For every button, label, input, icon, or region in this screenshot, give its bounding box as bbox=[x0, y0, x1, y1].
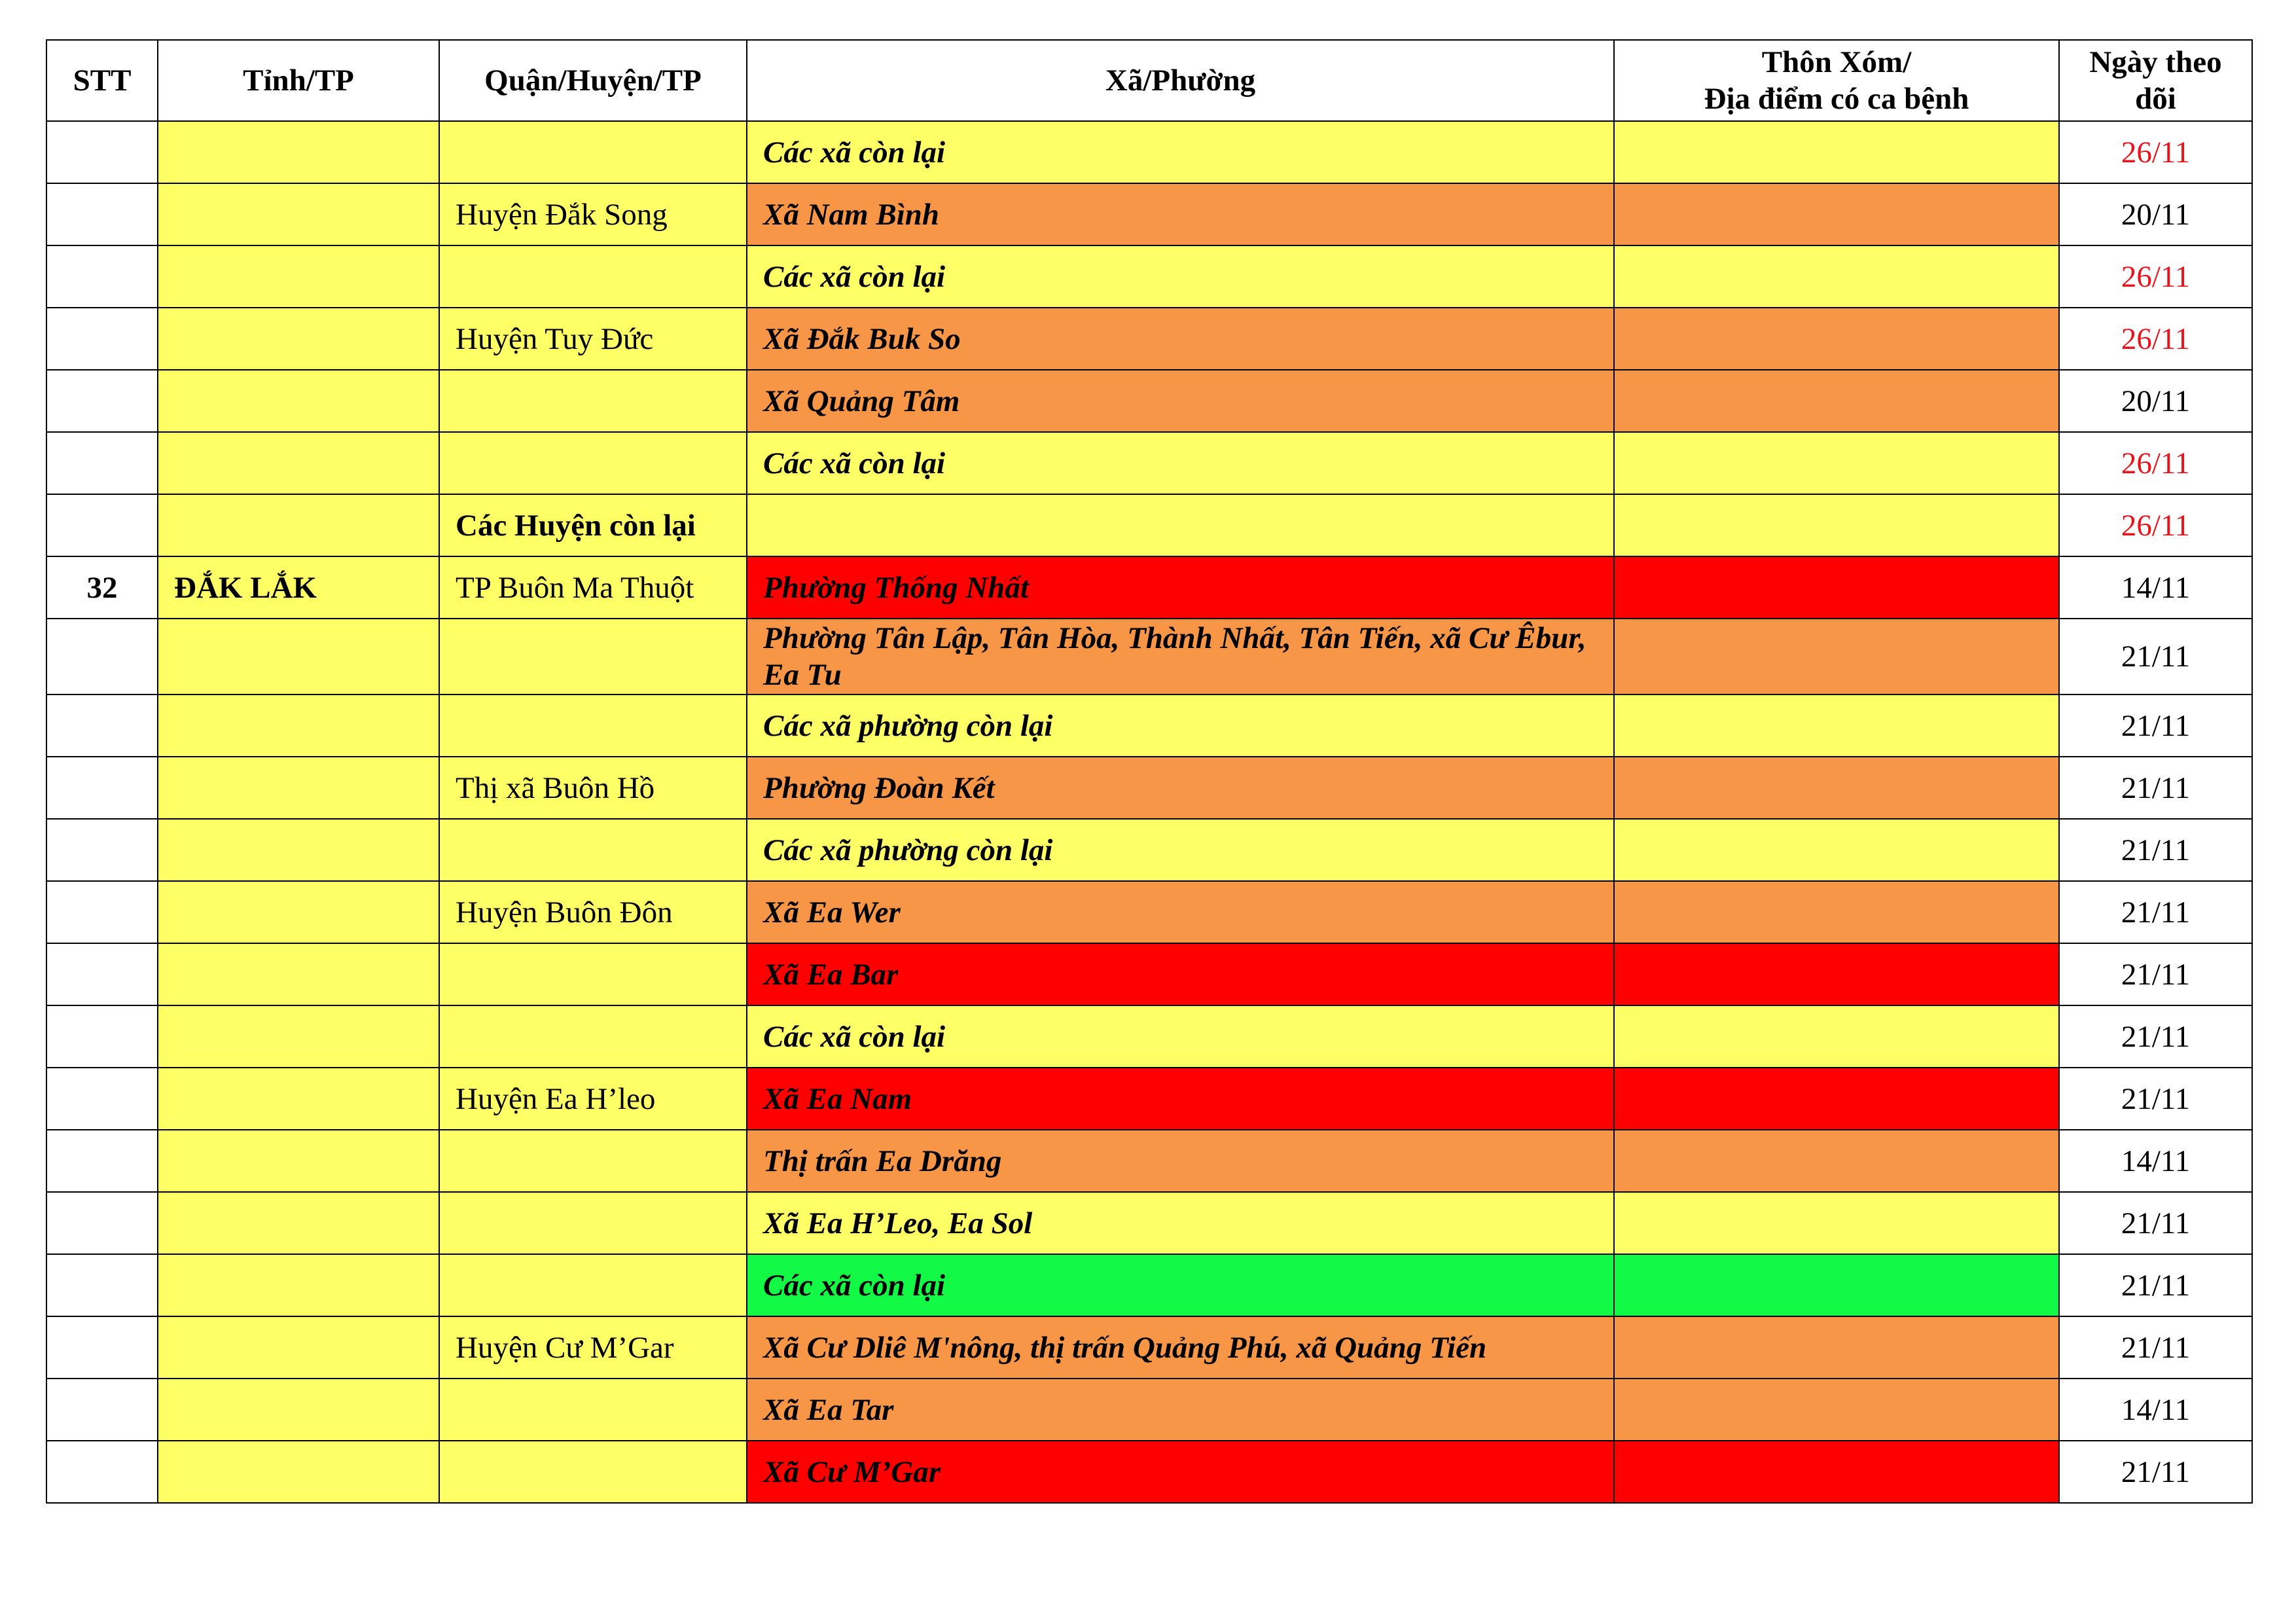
place-cell bbox=[1614, 308, 2059, 370]
date-cell: 21/11 bbox=[2059, 1441, 2252, 1503]
date-cell: 21/11 bbox=[2059, 695, 2252, 757]
date-cell: 21/11 bbox=[2059, 1192, 2252, 1254]
header-date-line2: dõi bbox=[2135, 82, 2176, 116]
place-cell bbox=[1614, 881, 2059, 943]
stt-cell bbox=[46, 1254, 158, 1316]
ward-cell: Các xã phường còn lại bbox=[747, 819, 1614, 881]
ward-cell: Các xã phường còn lại bbox=[747, 695, 1614, 757]
province-cell bbox=[158, 494, 439, 556]
epidemic-zone-table bbox=[46, 39, 2253, 1504]
table-row bbox=[46, 308, 2252, 370]
ward-cell: Phường Thống Nhất bbox=[747, 556, 1614, 619]
date-cell: 20/11 bbox=[2059, 183, 2252, 245]
stt-cell bbox=[46, 619, 158, 695]
stt-cell bbox=[46, 1192, 158, 1254]
table-row bbox=[46, 1379, 2252, 1441]
table-row bbox=[46, 183, 2252, 245]
table-row bbox=[46, 1316, 2252, 1379]
header-date bbox=[2059, 40, 2252, 121]
ward-cell: Thị trấn Ea Drăng bbox=[747, 1130, 1614, 1192]
district-cell: Huyện Cư M’Gar bbox=[439, 1316, 747, 1379]
stt-cell bbox=[46, 881, 158, 943]
province-cell bbox=[158, 695, 439, 757]
province-cell bbox=[158, 1316, 439, 1379]
place-cell bbox=[1614, 1441, 2059, 1503]
date-cell: 14/11 bbox=[2059, 1130, 2252, 1192]
province-cell bbox=[158, 1005, 439, 1068]
header-place bbox=[1614, 40, 2059, 121]
ward-cell: Xã Ea Bar bbox=[747, 943, 1614, 1005]
district-cell: Các Huyện còn lại bbox=[439, 494, 747, 556]
date-cell: 26/11 bbox=[2059, 245, 2252, 308]
ward-cell bbox=[747, 494, 1614, 556]
district-cell bbox=[439, 1379, 747, 1441]
header-district: Quận/Huyện/TP bbox=[439, 40, 747, 121]
place-cell bbox=[1614, 1192, 2059, 1254]
district-cell: Huyện Tuy Đức bbox=[439, 308, 747, 370]
table-row bbox=[46, 556, 2252, 619]
stt-cell bbox=[46, 245, 158, 308]
district-cell bbox=[439, 370, 747, 432]
place-cell bbox=[1614, 1068, 2059, 1130]
ward-cell: Xã Ea Nam bbox=[747, 1068, 1614, 1130]
date-cell: 26/11 bbox=[2059, 432, 2252, 494]
header-stt: STT bbox=[46, 40, 158, 121]
date-cell: 21/11 bbox=[2059, 881, 2252, 943]
district-cell bbox=[439, 1130, 747, 1192]
date-cell: 21/11 bbox=[2059, 1005, 2252, 1068]
stt-cell bbox=[46, 819, 158, 881]
stt-cell bbox=[46, 183, 158, 245]
stt-cell bbox=[46, 1379, 158, 1441]
stt-cell bbox=[46, 757, 158, 819]
province-cell bbox=[158, 819, 439, 881]
stt-cell bbox=[46, 370, 158, 432]
province-cell bbox=[158, 121, 439, 183]
place-cell bbox=[1614, 1005, 2059, 1068]
ward-cell: Các xã còn lại bbox=[747, 1005, 1614, 1068]
province-cell bbox=[158, 245, 439, 308]
table-row bbox=[46, 1005, 2252, 1068]
table-row bbox=[46, 943, 2252, 1005]
date-cell: 20/11 bbox=[2059, 370, 2252, 432]
province-cell: ĐẮK LẮK bbox=[158, 556, 439, 619]
ward-cell: Các xã còn lại bbox=[747, 245, 1614, 308]
district-cell bbox=[439, 432, 747, 494]
table-row bbox=[46, 370, 2252, 432]
header-place-line2: Địa điểm có ca bệnh bbox=[1704, 82, 1969, 116]
place-cell bbox=[1614, 1379, 2059, 1441]
ward-cell: Các xã còn lại bbox=[747, 432, 1614, 494]
province-cell bbox=[158, 1441, 439, 1503]
place-cell bbox=[1614, 494, 2059, 556]
table-row bbox=[46, 695, 2252, 757]
date-cell: 26/11 bbox=[2059, 121, 2252, 183]
province-cell bbox=[158, 757, 439, 819]
table-row bbox=[46, 1130, 2252, 1192]
table-row bbox=[46, 1254, 2252, 1316]
date-cell: 14/11 bbox=[2059, 556, 2252, 619]
province-cell bbox=[158, 1379, 439, 1441]
date-cell: 26/11 bbox=[2059, 308, 2252, 370]
district-cell bbox=[439, 1192, 747, 1254]
province-cell bbox=[158, 1192, 439, 1254]
province-cell bbox=[158, 1254, 439, 1316]
province-cell bbox=[158, 370, 439, 432]
date-cell: 26/11 bbox=[2059, 494, 2252, 556]
district-cell: Huyện Ea H’leo bbox=[439, 1068, 747, 1130]
ward-cell: Xã Đắk Buk So bbox=[747, 308, 1614, 370]
stt-cell bbox=[46, 1005, 158, 1068]
table-row bbox=[46, 757, 2252, 819]
table-row bbox=[46, 1068, 2252, 1130]
table-row bbox=[46, 121, 2252, 183]
date-cell: 21/11 bbox=[2059, 757, 2252, 819]
table-row bbox=[46, 245, 2252, 308]
place-cell bbox=[1614, 556, 2059, 619]
header-place-line1: Thôn Xóm/ bbox=[1761, 45, 1912, 79]
province-cell bbox=[158, 881, 439, 943]
district-cell bbox=[439, 121, 747, 183]
date-cell: 21/11 bbox=[2059, 943, 2252, 1005]
table-row bbox=[46, 432, 2252, 494]
place-cell bbox=[1614, 370, 2059, 432]
province-cell bbox=[158, 619, 439, 695]
date-cell: 21/11 bbox=[2059, 1254, 2252, 1316]
place-cell bbox=[1614, 1254, 2059, 1316]
place-cell bbox=[1614, 1130, 2059, 1192]
place-cell bbox=[1614, 183, 2059, 245]
district-cell bbox=[439, 695, 747, 757]
district-cell: Thị xã Buôn Hồ bbox=[439, 757, 747, 819]
ward-cell: Xã Ea Wer bbox=[747, 881, 1614, 943]
ward-cell: Xã Quảng Tâm bbox=[747, 370, 1614, 432]
ward-cell: Xã Cư M’Gar bbox=[747, 1441, 1614, 1503]
province-cell bbox=[158, 1068, 439, 1130]
district-cell bbox=[439, 1005, 747, 1068]
ward-cell: Các xã còn lại bbox=[747, 121, 1614, 183]
date-cell: 21/11 bbox=[2059, 1316, 2252, 1379]
stt-cell bbox=[46, 308, 158, 370]
ward-cell: Xã Ea Tar bbox=[747, 1379, 1614, 1441]
province-cell bbox=[158, 1130, 439, 1192]
stt-cell bbox=[46, 432, 158, 494]
district-cell bbox=[439, 943, 747, 1005]
place-cell bbox=[1614, 619, 2059, 695]
province-cell bbox=[158, 308, 439, 370]
date-cell: 21/11 bbox=[2059, 819, 2252, 881]
stt-cell bbox=[46, 943, 158, 1005]
place-cell bbox=[1614, 819, 2059, 881]
district-cell bbox=[439, 819, 747, 881]
table-row bbox=[46, 881, 2252, 943]
place-cell bbox=[1614, 943, 2059, 1005]
province-cell bbox=[158, 432, 439, 494]
district-cell bbox=[439, 1254, 747, 1316]
date-cell: 14/11 bbox=[2059, 1379, 2252, 1441]
province-cell bbox=[158, 943, 439, 1005]
ward-cell: Xã Ea H’Leo, Ea Sol bbox=[747, 1192, 1614, 1254]
date-cell: 21/11 bbox=[2059, 619, 2252, 695]
place-cell bbox=[1614, 695, 2059, 757]
place-cell bbox=[1614, 121, 2059, 183]
district-cell bbox=[439, 619, 747, 695]
ward-cell: Phường Tân Lập, Tân Hòa, Thành Nhất, Tân Tiến, xã Cư Êbur, Ea Tu bbox=[747, 619, 1614, 695]
ward-cell: Phường Đoàn Kết bbox=[747, 757, 1614, 819]
place-cell bbox=[1614, 757, 2059, 819]
stt-cell bbox=[46, 121, 158, 183]
district-cell bbox=[439, 245, 747, 308]
table-row bbox=[46, 819, 2252, 881]
stt-cell bbox=[46, 695, 158, 757]
ward-cell: Xã Nam Bình bbox=[747, 183, 1614, 245]
header-date-line1: Ngày theo bbox=[2089, 45, 2222, 79]
table-row bbox=[46, 494, 2252, 556]
stt-cell bbox=[46, 494, 158, 556]
stt-cell bbox=[46, 1441, 158, 1503]
header-province: Tỉnh/TP bbox=[158, 40, 439, 121]
stt-cell bbox=[46, 1068, 158, 1130]
district-cell bbox=[439, 1441, 747, 1503]
place-cell bbox=[1614, 245, 2059, 308]
district-cell: TP Buôn Ma Thuột bbox=[439, 556, 747, 619]
table-row bbox=[46, 619, 2252, 695]
stt-cell: 32 bbox=[46, 556, 158, 619]
place-cell bbox=[1614, 432, 2059, 494]
ward-cell: Các xã còn lại bbox=[747, 1254, 1614, 1316]
stt-cell bbox=[46, 1130, 158, 1192]
district-cell: Huyện Đắk Song bbox=[439, 183, 747, 245]
province-cell bbox=[158, 183, 439, 245]
header-ward: Xã/Phường bbox=[747, 40, 1614, 121]
table-row bbox=[46, 1192, 2252, 1254]
stt-cell bbox=[46, 1316, 158, 1379]
district-cell: Huyện Buôn Đôn bbox=[439, 881, 747, 943]
table-header-row bbox=[46, 40, 2252, 121]
ward-cell: Xã Cư Dliê M'nông, thị trấn Quảng Phú, xã Quảng Tiến bbox=[747, 1316, 1614, 1379]
place-cell bbox=[1614, 1316, 2059, 1379]
date-cell: 21/11 bbox=[2059, 1068, 2252, 1130]
table-row bbox=[46, 1441, 2252, 1503]
table-body bbox=[46, 121, 2252, 1503]
